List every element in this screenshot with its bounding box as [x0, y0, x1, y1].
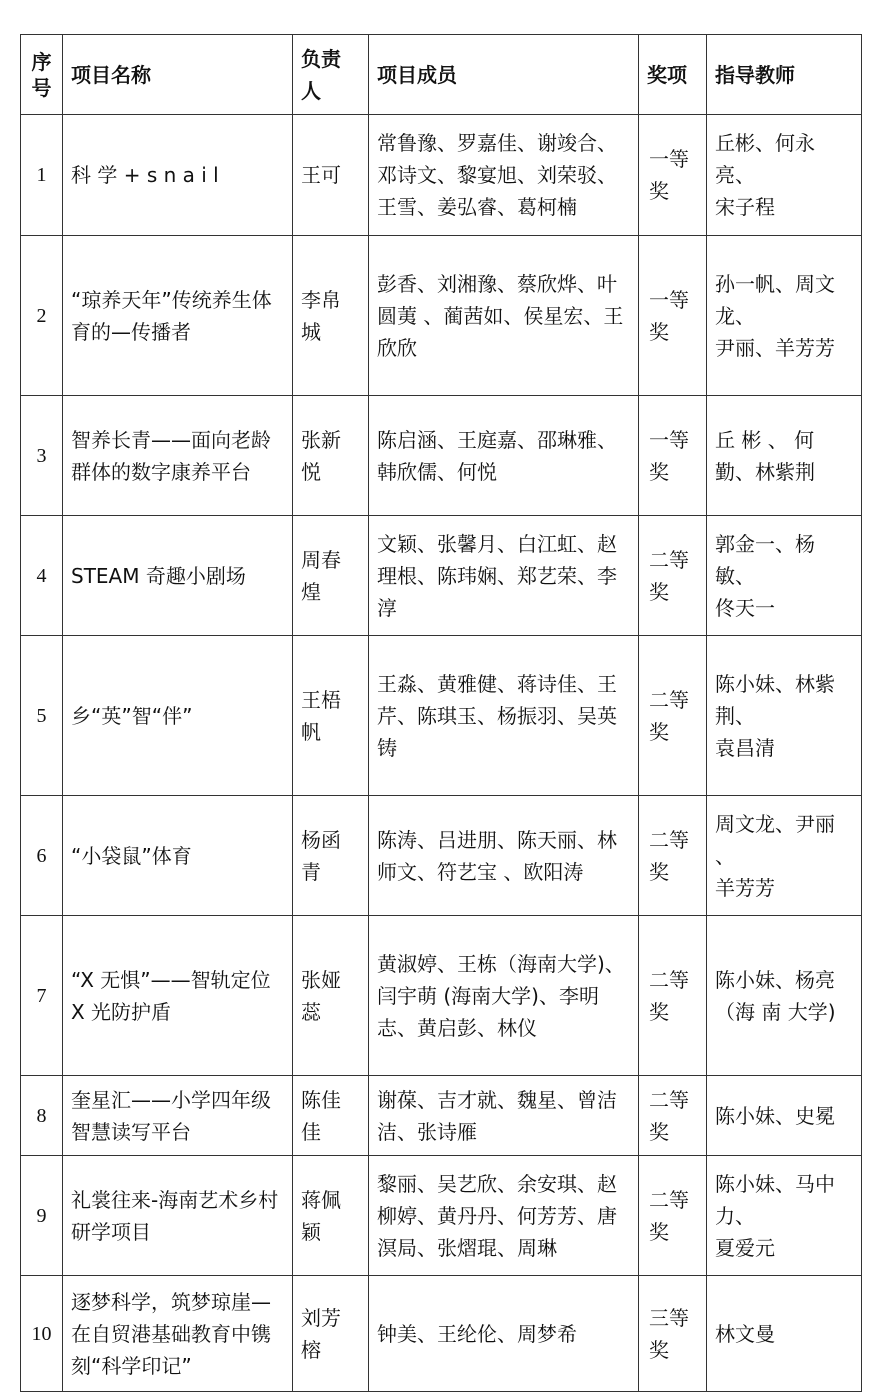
header-award: 奖项: [639, 35, 707, 115]
advisors: 陈小妹、杨亮 （海 南 大学): [707, 916, 862, 1076]
row-no: 1: [21, 115, 63, 236]
row-no: 5: [21, 636, 63, 796]
project-name: 智养长青——面向老龄群体的数字康养平台: [63, 396, 293, 516]
project-leader: 王梧帆: [293, 636, 369, 796]
advisors: 陈小妹、马中力、 夏爱元: [707, 1156, 862, 1276]
advisors: 陈小妹、史冕: [707, 1076, 862, 1156]
table-row: [21, 516, 862, 636]
project-name: 逐梦科学，筑梦琼崖— 在自贸港基础教育中镌刻“科学印记”: [63, 1276, 293, 1392]
project-name: “小袋鼠”体育: [63, 796, 293, 916]
project-members: 陈涛、吕进朋、陈天丽、林师文、符艺宝 、欧阳涛: [369, 796, 639, 916]
project-members: 常鲁豫、罗嘉佳、谢竣合、邓诗文、黎宴旭、刘荣驳、王雪、姜弘睿、葛柯楠: [369, 115, 639, 236]
awards-table: [20, 34, 862, 1392]
project-members: 黄淑婷、王栋（海南大学)、闫宇萌 (海南大学)、李明志、黄启彭、林仪: [369, 916, 639, 1076]
project-members: 陈启涵、王庭嘉、邵琳雅、韩欣儒、何悦: [369, 396, 639, 516]
header-leader: 负责人: [293, 35, 369, 115]
project-leader: 张娅蕊: [293, 916, 369, 1076]
row-no: 9: [21, 1156, 63, 1276]
award-level: 一等奖: [639, 236, 707, 396]
project-leader: 杨函青: [293, 796, 369, 916]
award-level: 一等奖: [639, 396, 707, 516]
table-row: [21, 796, 862, 916]
header-name: 项目名称: [63, 35, 293, 115]
row-no: 8: [21, 1076, 63, 1156]
project-members: 钟美、王纶伦、周梦希: [369, 1276, 639, 1392]
row-no: 7: [21, 916, 63, 1076]
advisors: 郭金一、杨敏、 佟天一: [707, 516, 862, 636]
project-leader: 张新悦: [293, 396, 369, 516]
award-level: 一等奖: [639, 115, 707, 236]
table-row: [21, 1156, 862, 1276]
advisors: 丘彬、何永亮、 宋子程: [707, 115, 862, 236]
advisors: 林文曼: [707, 1276, 862, 1392]
table-row: [21, 1276, 862, 1392]
project-leader: 刘芳榕: [293, 1276, 369, 1392]
advisors: 周文龙、尹丽 、 羊芳芳: [707, 796, 862, 916]
project-leader: 王可: [293, 115, 369, 236]
advisors: 丘 彬 、 何勤、林紫荆: [707, 396, 862, 516]
award-level: 二等奖: [639, 1156, 707, 1276]
project-name: “琼养天年”传统养生体育的—传播者: [63, 236, 293, 396]
row-no: 2: [21, 236, 63, 396]
row-no: 6: [21, 796, 63, 916]
project-members: 黎丽、吴艺欣、余安琪、赵柳婷、黄丹丹、何芳芳、唐溟局、张熠琨、周琳: [369, 1156, 639, 1276]
advisors: 陈小妹、林紫荆、 袁昌清: [707, 636, 862, 796]
table-row: [21, 636, 862, 796]
row-no: 4: [21, 516, 63, 636]
table-row: [21, 916, 862, 1076]
award-level: 二等奖: [639, 916, 707, 1076]
project-name: 礼裳往来-海南艺术乡村研学项目: [63, 1156, 293, 1276]
project-name: STEAM 奇趣小剧场: [63, 516, 293, 636]
row-no: 10: [21, 1276, 63, 1392]
award-level: 二等奖: [639, 796, 707, 916]
header-members: 项目成员: [369, 35, 639, 115]
table-row: [21, 396, 862, 516]
project-name: “X 无惧”——智轨定位 X 光防护盾: [63, 916, 293, 1076]
row-no: 3: [21, 396, 63, 516]
header-row: [21, 35, 862, 115]
award-level: 三等奖: [639, 1276, 707, 1392]
table-row: [21, 1076, 862, 1156]
project-name: 乡“英”智“伴”: [63, 636, 293, 796]
project-members: 彭香、刘湘豫、蔡欣烨、叶圆荑 、蔺茜如、侯星宏、王欣欣: [369, 236, 639, 396]
award-level: 二等奖: [639, 516, 707, 636]
project-leader: 周春煌: [293, 516, 369, 636]
table-row: [21, 236, 862, 396]
table-row: [21, 115, 862, 236]
project-name: 科 学 + s n a i l: [63, 115, 293, 236]
project-members: 谢葆、吉才就、魏星、曾洁洁、张诗雁: [369, 1076, 639, 1156]
project-leader: 李帛城: [293, 236, 369, 396]
header-advisor: 指导教师: [707, 35, 862, 115]
project-leader: 蒋佩颖: [293, 1156, 369, 1276]
advisors: 孙一帆、周文龙、 尹丽、羊芳芳: [707, 236, 862, 396]
project-members: 文颖、张馨月、白江虹、赵理根、陈玮娴、郑艺荣、李淳: [369, 516, 639, 636]
project-name: 奎星汇——小学四年级智慧读写平台: [63, 1076, 293, 1156]
header-no: 序号: [21, 35, 63, 115]
award-level: 二等奖: [639, 1076, 707, 1156]
award-level: 二等奖: [639, 636, 707, 796]
project-leader: 陈佳佳: [293, 1076, 369, 1156]
project-members: 王淼、黄雅健、蒋诗佳、王芹、陈琪玉、杨振羽、吴英铸: [369, 636, 639, 796]
